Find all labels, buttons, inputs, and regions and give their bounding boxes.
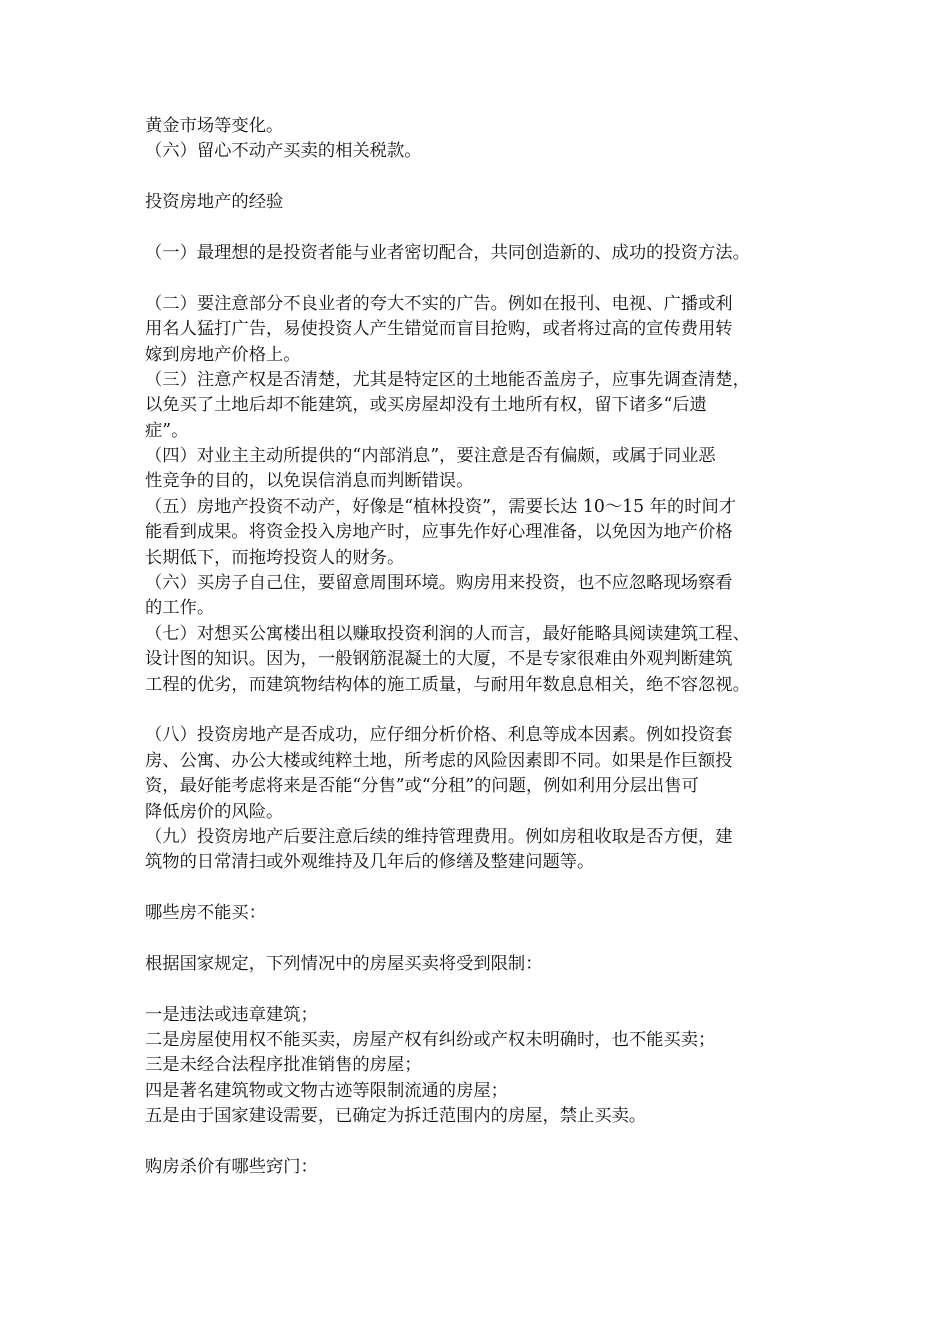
paragraph [145,292,825,368]
text-line: 降低房价的风险。 [145,801,284,822]
document-page [145,114,825,1180]
heading-line: 投资房地产的经验 [145,192,284,213]
heading-line: 哪些房不能买： [145,903,266,924]
spacer [145,876,825,901]
text-line: 根据国家规定，下列情况中的房屋买卖将受到限制： [145,953,543,974]
text-line: 资，最好能考虑将来是否能“分售”或“分租”的问题，例如利用分层出售可 [145,776,699,797]
heading-line: 购房杀价有哪些窍门： [145,1157,318,1178]
text-line: （八）投资房地产是否成功，应仔细分析价格、利息等成本因素。例如投资套 [145,725,733,746]
spacer [145,927,825,952]
text-line: （六）买房子自己住，要留意周围环境。购房用来投资，也不应忽略现场察看 [145,573,733,594]
spacer [145,977,825,1002]
paragraph [145,571,825,622]
text-line: （五）房地产投资不动产，好像是“植林投资”，需要长达 10～15 年的时间才 [145,496,737,517]
text-line: 用名人猛打广告，易使投资人产生错觉而盲目抢购，或者将过高的宣传费用转 [145,319,733,340]
paragraph [145,444,825,495]
text-line: 性竞争的目的，以免误信消息而判断错误。 [145,471,474,492]
list-item: 三是未经合法程序批准销售的房屋； [145,1055,422,1076]
text-line: （四）对业主主动所提供的“内部消息”，要注意是否有偏颇，或属于同业恶 [145,446,716,467]
paragraph [145,622,825,698]
text-line: （三）注意产权是否清楚，尤其是特定区的土地能否盖房子，应事先调查清楚， [145,369,750,390]
text-line: 症”。 [145,420,189,441]
text-line: （九）投资房地产后要注意后续的维持管理费用。例如房租收取是否方便，建 [145,826,733,847]
intro-paragraph [145,114,825,165]
paragraph [145,241,825,266]
text-line: （一）最理想的是投资者能与业者密切配合，共同创造新的、成功的投资方法。 [145,242,750,263]
text-line: 的工作。 [145,598,215,619]
paragraph [145,495,825,571]
list-item: 五是由于国家建设需要，已确定为拆迁范围内的房屋，禁止买卖。 [145,1106,647,1127]
spacer [145,1130,825,1155]
list-item: 二是房屋使用权不能买卖，房屋产权有纠纷或产权未明确时，也不能买卖； [145,1030,716,1051]
spacer [145,216,825,241]
text-line: 能看到成果。将资金投入房地产时，应事先作好心理准备，以免因为地产价格 [145,522,733,543]
text-line: （七）对想买公寓楼出租以赚取投资利润的人而言，最好能略具阅读建筑工程、 [145,623,750,644]
spacer [145,165,825,190]
section-heading [145,901,825,926]
text-line: 筑物的日常清扫或外观维持及几年后的修缮及整建问题等。 [145,852,595,873]
text-line: 设计图的知识。因为，一般钢筋混凝土的大厦，不是专家很难由外观判断建筑 [145,649,733,670]
restriction-list [145,1003,825,1130]
paragraph [145,368,825,444]
section-heading [145,190,825,215]
text-line: （六）留心不动产买卖的相关税款。 [145,141,422,162]
spacer [145,266,825,291]
text-line: 以免买了土地后却不能建筑，或买房屋却没有土地所有权，留下诸多“后遗 [145,395,707,416]
text-line: （二）要注意部分不良业者的夸大不实的广告。例如在报刊、电视、广播或利 [145,293,733,314]
section-heading [145,1155,825,1180]
text-line: 嫁到房地产价格上。 [145,344,301,365]
list-item: 一是违法或违章建筑； [145,1004,318,1025]
text-line: 黄金市场等变化。 [145,116,284,136]
paragraph [145,825,825,876]
text-line: 工程的优劣，而建筑物结构体的施工质量，与耐用年数息息相关，绝不容忽视。 [145,674,750,695]
list-item: 四是著名建筑物或文物古迹等限制流通的房屋； [145,1080,508,1101]
paragraph [145,952,825,977]
paragraph [145,723,825,825]
text-line: 长期低下，而拖垮投资人的财务。 [145,547,405,568]
text-line: 房、公寓、办公大楼或纯粹土地，所考虑的风险因素即不同。如果是作巨额投 [145,750,733,771]
spacer [145,698,825,723]
